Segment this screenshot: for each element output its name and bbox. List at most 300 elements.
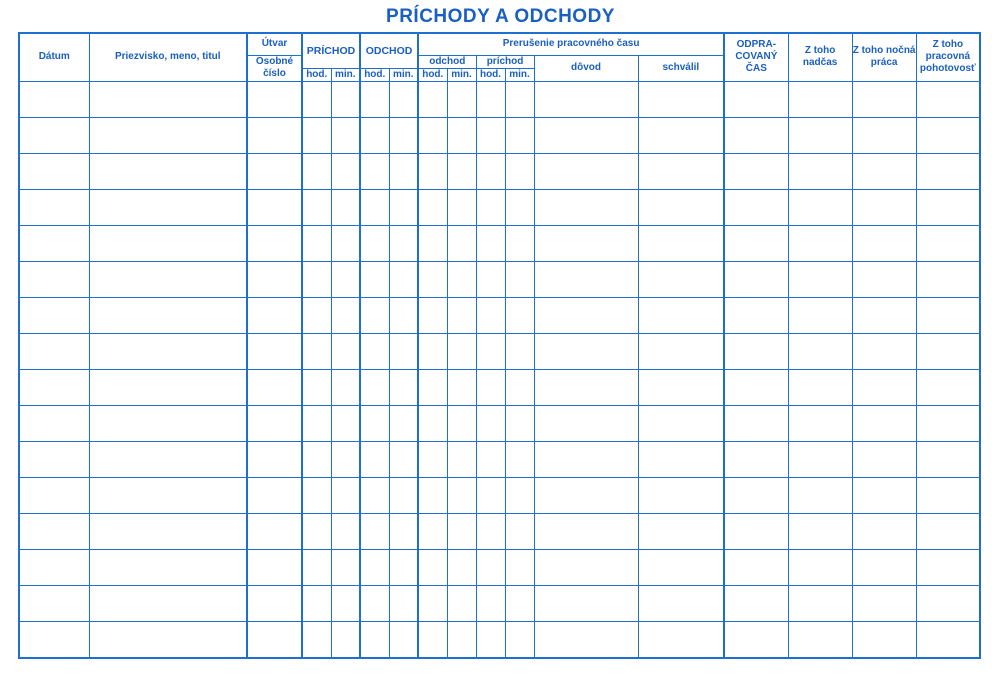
- table-cell[interactable]: [638, 297, 724, 333]
- table-cell[interactable]: [19, 189, 89, 225]
- table-cell[interactable]: [247, 225, 302, 261]
- table-cell[interactable]: [476, 297, 505, 333]
- table-cell[interactable]: [302, 333, 331, 369]
- table-cell[interactable]: [389, 405, 418, 441]
- header-dovod: dôvod: [534, 55, 638, 81]
- table-cell[interactable]: [19, 225, 89, 261]
- table-cell[interactable]: [505, 513, 534, 549]
- table-cell[interactable]: [418, 513, 447, 549]
- table-cell[interactable]: [916, 81, 980, 117]
- table-cell[interactable]: [89, 333, 247, 369]
- table-cell[interactable]: [247, 189, 302, 225]
- table-cell[interactable]: [638, 477, 724, 513]
- table-cell[interactable]: [788, 117, 852, 153]
- table-cell[interactable]: [852, 549, 916, 585]
- table-cell[interactable]: [476, 369, 505, 405]
- table-cell[interactable]: [447, 117, 476, 153]
- table-cell[interactable]: [476, 621, 505, 658]
- table-row: [19, 153, 980, 189]
- table-cell[interactable]: [331, 225, 360, 261]
- table-cell[interactable]: [302, 153, 331, 189]
- table-cell[interactable]: [534, 585, 638, 621]
- table-cell[interactable]: [89, 261, 247, 297]
- table-cell[interactable]: [418, 153, 447, 189]
- table-cell[interactable]: [505, 117, 534, 153]
- table-cell[interactable]: [302, 585, 331, 621]
- table-cell[interactable]: [89, 549, 247, 585]
- table-cell[interactable]: [89, 405, 247, 441]
- table-cell[interactable]: [389, 333, 418, 369]
- table-cell[interactable]: [476, 225, 505, 261]
- table-cell[interactable]: [724, 189, 788, 225]
- header-odpracovany: ODPRA-COVANÝ ČAS: [724, 33, 788, 81]
- table-cell[interactable]: [788, 297, 852, 333]
- table-cell[interactable]: [724, 81, 788, 117]
- table-cell[interactable]: [247, 333, 302, 369]
- table-cell[interactable]: [724, 513, 788, 549]
- table-cell[interactable]: [360, 153, 389, 189]
- table-row: [19, 369, 980, 405]
- table-cell[interactable]: [534, 513, 638, 549]
- table-cell[interactable]: [638, 189, 724, 225]
- table-cell[interactable]: [331, 585, 360, 621]
- table-cell[interactable]: [724, 549, 788, 585]
- header-prichod-hod: hod.: [302, 68, 331, 81]
- table-cell[interactable]: [724, 621, 788, 658]
- table-cell[interactable]: [302, 225, 331, 261]
- table-cell[interactable]: [916, 441, 980, 477]
- table-cell[interactable]: [247, 477, 302, 513]
- table-cell[interactable]: [788, 261, 852, 297]
- table-cell[interactable]: [852, 261, 916, 297]
- table-cell[interactable]: [247, 405, 302, 441]
- table-cell[interactable]: [89, 369, 247, 405]
- table-cell[interactable]: [389, 261, 418, 297]
- table-cell[interactable]: [505, 189, 534, 225]
- table-cell[interactable]: [505, 477, 534, 513]
- table-cell[interactable]: [638, 333, 724, 369]
- table-cell[interactable]: [418, 369, 447, 405]
- table-cell[interactable]: [638, 261, 724, 297]
- table-cell[interactable]: [331, 333, 360, 369]
- table-cell[interactable]: [852, 405, 916, 441]
- table-cell[interactable]: [534, 333, 638, 369]
- table-cell[interactable]: [476, 441, 505, 477]
- table-cell[interactable]: [418, 333, 447, 369]
- table-cell[interactable]: [360, 441, 389, 477]
- table-cell[interactable]: [418, 621, 447, 658]
- table-cell[interactable]: [19, 549, 89, 585]
- table-cell[interactable]: [331, 441, 360, 477]
- table-cell[interactable]: [724, 441, 788, 477]
- table-cell[interactable]: [19, 333, 89, 369]
- table-cell[interactable]: [916, 225, 980, 261]
- table-cell[interactable]: [302, 441, 331, 477]
- table-cell[interactable]: [534, 261, 638, 297]
- table-cell[interactable]: [19, 153, 89, 189]
- table-cell[interactable]: [916, 189, 980, 225]
- table-cell[interactable]: [19, 621, 89, 658]
- table-cell[interactable]: [916, 153, 980, 189]
- table-cell[interactable]: [247, 117, 302, 153]
- table-cell[interactable]: [852, 513, 916, 549]
- table-cell[interactable]: [247, 513, 302, 549]
- table-row: [19, 261, 980, 297]
- header-pr-prichod-hod: hod.: [476, 68, 505, 81]
- table-cell[interactable]: [788, 621, 852, 658]
- table-cell[interactable]: [389, 549, 418, 585]
- table-cell[interactable]: [360, 585, 389, 621]
- table-cell[interactable]: [331, 153, 360, 189]
- table-cell[interactable]: [916, 261, 980, 297]
- table-cell[interactable]: [788, 333, 852, 369]
- table-row: [19, 585, 980, 621]
- table-cell[interactable]: [418, 117, 447, 153]
- table-cell[interactable]: [534, 477, 638, 513]
- table-cell[interactable]: [19, 477, 89, 513]
- table-cell[interactable]: [638, 369, 724, 405]
- table-cell[interactable]: [331, 477, 360, 513]
- table-cell[interactable]: [534, 549, 638, 585]
- table-cell[interactable]: [724, 369, 788, 405]
- table-row: [19, 81, 980, 117]
- table-cell[interactable]: [447, 441, 476, 477]
- table-cell[interactable]: [418, 549, 447, 585]
- table-cell[interactable]: [916, 333, 980, 369]
- table-cell[interactable]: [247, 441, 302, 477]
- table-cell[interactable]: [360, 117, 389, 153]
- table-cell[interactable]: [505, 405, 534, 441]
- table-cell[interactable]: [89, 189, 247, 225]
- table-cell[interactable]: [247, 621, 302, 658]
- attendance-table: [18, 32, 981, 659]
- table-cell[interactable]: [89, 477, 247, 513]
- table-cell[interactable]: [89, 81, 247, 117]
- table-cell[interactable]: [360, 477, 389, 513]
- table-cell[interactable]: [247, 585, 302, 621]
- table-cell[interactable]: [360, 549, 389, 585]
- table-cell[interactable]: [476, 261, 505, 297]
- header-odchod: ODCHOD: [360, 33, 418, 68]
- table-cell[interactable]: [389, 297, 418, 333]
- table-cell[interactable]: [505, 153, 534, 189]
- table-cell[interactable]: [916, 621, 980, 658]
- table-cell[interactable]: [505, 369, 534, 405]
- table-cell[interactable]: [788, 549, 852, 585]
- table-cell[interactable]: [788, 441, 852, 477]
- table-cell[interactable]: [852, 153, 916, 189]
- table-cell[interactable]: [302, 513, 331, 549]
- header-nocna: Z toho nočná práca: [852, 33, 916, 81]
- table-cell[interactable]: [852, 189, 916, 225]
- table-cell[interactable]: [505, 261, 534, 297]
- table-cell[interactable]: [916, 405, 980, 441]
- table-cell[interactable]: [331, 81, 360, 117]
- table-cell[interactable]: [534, 117, 638, 153]
- table-cell[interactable]: [418, 225, 447, 261]
- table-cell[interactable]: [331, 189, 360, 225]
- table-row: [19, 333, 980, 369]
- table-cell[interactable]: [447, 153, 476, 189]
- table-cell[interactable]: [724, 261, 788, 297]
- table-cell[interactable]: [638, 621, 724, 658]
- table-cell[interactable]: [89, 585, 247, 621]
- table-cell[interactable]: [788, 513, 852, 549]
- table-cell[interactable]: [852, 441, 916, 477]
- table-cell[interactable]: [852, 621, 916, 658]
- table-cell[interactable]: [302, 477, 331, 513]
- table-cell[interactable]: [916, 369, 980, 405]
- table-cell[interactable]: [247, 261, 302, 297]
- table-cell[interactable]: [447, 225, 476, 261]
- table-cell[interactable]: [505, 621, 534, 658]
- table-cell[interactable]: [476, 153, 505, 189]
- table-cell[interactable]: [724, 153, 788, 189]
- table-cell[interactable]: [852, 369, 916, 405]
- table-cell[interactable]: [302, 405, 331, 441]
- table-cell[interactable]: [916, 585, 980, 621]
- table-cell[interactable]: [534, 225, 638, 261]
- table-cell[interactable]: [638, 513, 724, 549]
- table-cell[interactable]: [534, 405, 638, 441]
- table-cell[interactable]: [476, 549, 505, 585]
- table-cell[interactable]: [638, 153, 724, 189]
- table-cell[interactable]: [638, 117, 724, 153]
- table-cell[interactable]: [331, 549, 360, 585]
- table-cell[interactable]: [19, 441, 89, 477]
- table-cell[interactable]: [476, 477, 505, 513]
- table-cell[interactable]: [89, 225, 247, 261]
- table-cell[interactable]: [360, 225, 389, 261]
- table-cell[interactable]: [89, 117, 247, 153]
- table-cell[interactable]: [360, 369, 389, 405]
- table-cell[interactable]: [638, 549, 724, 585]
- table-cell[interactable]: [302, 189, 331, 225]
- table-cell[interactable]: [360, 81, 389, 117]
- table-cell[interactable]: [331, 621, 360, 658]
- table-cell[interactable]: [447, 297, 476, 333]
- table-cell[interactable]: [360, 513, 389, 549]
- table-cell[interactable]: [788, 189, 852, 225]
- table-cell[interactable]: [788, 225, 852, 261]
- table-cell[interactable]: [852, 297, 916, 333]
- table-cell[interactable]: [505, 549, 534, 585]
- table-cell[interactable]: [476, 513, 505, 549]
- header-pr-odchod: odchod: [418, 55, 476, 68]
- table-cell[interactable]: [534, 369, 638, 405]
- table-row: [19, 117, 980, 153]
- table-cell[interactable]: [447, 189, 476, 225]
- table-cell[interactable]: [418, 81, 447, 117]
- table-cell[interactable]: [418, 297, 447, 333]
- table-cell[interactable]: [852, 477, 916, 513]
- table-cell[interactable]: [360, 261, 389, 297]
- header-pohotovost: Z toho pracovná pohotovosť: [916, 33, 980, 81]
- header-odchod-min: min.: [389, 68, 418, 81]
- table-cell[interactable]: [505, 441, 534, 477]
- table-cell[interactable]: [247, 549, 302, 585]
- table-cell[interactable]: [447, 261, 476, 297]
- table-cell[interactable]: [476, 117, 505, 153]
- table-cell[interactable]: [360, 405, 389, 441]
- table-cell[interactable]: [638, 225, 724, 261]
- table-cell[interactable]: [418, 477, 447, 513]
- table-cell[interactable]: [331, 297, 360, 333]
- table-cell[interactable]: [534, 297, 638, 333]
- table-cell[interactable]: [247, 81, 302, 117]
- table-cell[interactable]: [788, 585, 852, 621]
- table-cell[interactable]: [389, 477, 418, 513]
- header-prichod: PRÍCHOD: [302, 33, 360, 68]
- table-cell[interactable]: [534, 153, 638, 189]
- table-cell[interactable]: [505, 81, 534, 117]
- table-cell[interactable]: [638, 441, 724, 477]
- table-cell[interactable]: [788, 477, 852, 513]
- table-cell[interactable]: [302, 81, 331, 117]
- table-cell[interactable]: [534, 621, 638, 658]
- header-pr-odchod-hod: hod.: [418, 68, 447, 81]
- header-odchod-hod: hod.: [360, 68, 389, 81]
- table-cell[interactable]: [19, 297, 89, 333]
- table-cell[interactable]: [19, 81, 89, 117]
- table-cell[interactable]: [724, 333, 788, 369]
- table-cell[interactable]: [724, 405, 788, 441]
- table-cell[interactable]: [638, 81, 724, 117]
- table-cell[interactable]: [19, 513, 89, 549]
- header-pr-prichod: príchod: [476, 55, 534, 68]
- table-cell[interactable]: [89, 297, 247, 333]
- table-cell[interactable]: [418, 585, 447, 621]
- table-cell[interactable]: [852, 333, 916, 369]
- table-cell[interactable]: [19, 585, 89, 621]
- table-cell[interactable]: [247, 153, 302, 189]
- table-cell[interactable]: [89, 513, 247, 549]
- table-row: [19, 405, 980, 441]
- table-cell[interactable]: [360, 333, 389, 369]
- table-cell[interactable]: [788, 81, 852, 117]
- table-cell[interactable]: [476, 405, 505, 441]
- table-cell[interactable]: [89, 621, 247, 658]
- table-cell[interactable]: [505, 585, 534, 621]
- table-body: [19, 81, 980, 658]
- table-cell[interactable]: [916, 513, 980, 549]
- table-cell[interactable]: [447, 549, 476, 585]
- table-cell[interactable]: [89, 153, 247, 189]
- table-cell[interactable]: [389, 369, 418, 405]
- table-cell[interactable]: [389, 225, 418, 261]
- table-cell[interactable]: [505, 333, 534, 369]
- table-cell[interactable]: [447, 81, 476, 117]
- table-cell[interactable]: [505, 297, 534, 333]
- table-cell[interactable]: [724, 297, 788, 333]
- attendance-sheet: [18, 32, 980, 682]
- table-cell[interactable]: [852, 81, 916, 117]
- table-cell[interactable]: [852, 585, 916, 621]
- table-cell[interactable]: [916, 297, 980, 333]
- table-cell[interactable]: [19, 261, 89, 297]
- table-cell[interactable]: [724, 117, 788, 153]
- table-cell[interactable]: [447, 513, 476, 549]
- table-cell[interactable]: [89, 441, 247, 477]
- table-cell[interactable]: [447, 621, 476, 658]
- table-cell[interactable]: [247, 297, 302, 333]
- table-cell[interactable]: [389, 513, 418, 549]
- table-cell[interactable]: [418, 441, 447, 477]
- table-cell[interactable]: [476, 585, 505, 621]
- table-cell[interactable]: [418, 189, 447, 225]
- table-cell[interactable]: [247, 369, 302, 405]
- table-cell[interactable]: [447, 477, 476, 513]
- table-row: [19, 297, 980, 333]
- table-cell[interactable]: [389, 117, 418, 153]
- table-cell[interactable]: [505, 225, 534, 261]
- table-cell[interactable]: [302, 261, 331, 297]
- table-cell[interactable]: [302, 117, 331, 153]
- table-cell[interactable]: [916, 117, 980, 153]
- table-cell[interactable]: [724, 477, 788, 513]
- table-cell[interactable]: [638, 585, 724, 621]
- table-cell[interactable]: [360, 297, 389, 333]
- table-cell[interactable]: [476, 333, 505, 369]
- table-cell[interactable]: [916, 549, 980, 585]
- table-cell[interactable]: [360, 621, 389, 658]
- table-cell[interactable]: [447, 405, 476, 441]
- table-cell[interactable]: [724, 225, 788, 261]
- table-cell[interactable]: [534, 441, 638, 477]
- table-cell[interactable]: [534, 81, 638, 117]
- table-cell[interactable]: [447, 369, 476, 405]
- table-cell[interactable]: [447, 333, 476, 369]
- table-cell[interactable]: [389, 441, 418, 477]
- table-cell[interactable]: [331, 369, 360, 405]
- table-cell[interactable]: [447, 585, 476, 621]
- table-cell[interactable]: [916, 477, 980, 513]
- table-cell[interactable]: [638, 405, 724, 441]
- table-cell[interactable]: [788, 153, 852, 189]
- header-pr-prichod-min: min.: [505, 68, 534, 81]
- table-cell[interactable]: [418, 261, 447, 297]
- table-cell[interactable]: [852, 117, 916, 153]
- table-cell[interactable]: [331, 261, 360, 297]
- table-cell[interactable]: [302, 621, 331, 658]
- table-cell[interactable]: [302, 549, 331, 585]
- table-cell[interactable]: [19, 369, 89, 405]
- table-cell[interactable]: [534, 189, 638, 225]
- table-cell[interactable]: [389, 189, 418, 225]
- table-cell[interactable]: [19, 117, 89, 153]
- table-cell[interactable]: [476, 81, 505, 117]
- table-cell[interactable]: [476, 189, 505, 225]
- table-cell[interactable]: [331, 513, 360, 549]
- table-cell[interactable]: [19, 405, 89, 441]
- table-cell[interactable]: [302, 297, 331, 333]
- table-cell[interactable]: [331, 405, 360, 441]
- table-cell[interactable]: [389, 621, 418, 658]
- table-cell[interactable]: [331, 117, 360, 153]
- table-cell[interactable]: [389, 81, 418, 117]
- table-cell[interactable]: [418, 405, 447, 441]
- table-row: [19, 477, 980, 513]
- header-schvalil: schválil: [638, 55, 724, 81]
- table-cell[interactable]: [389, 585, 418, 621]
- table-cell[interactable]: [788, 405, 852, 441]
- table-cell[interactable]: [389, 153, 418, 189]
- table-cell[interactable]: [724, 585, 788, 621]
- table-cell[interactable]: [788, 369, 852, 405]
- table-cell[interactable]: [360, 189, 389, 225]
- table-cell[interactable]: [852, 225, 916, 261]
- table-cell[interactable]: [302, 369, 331, 405]
